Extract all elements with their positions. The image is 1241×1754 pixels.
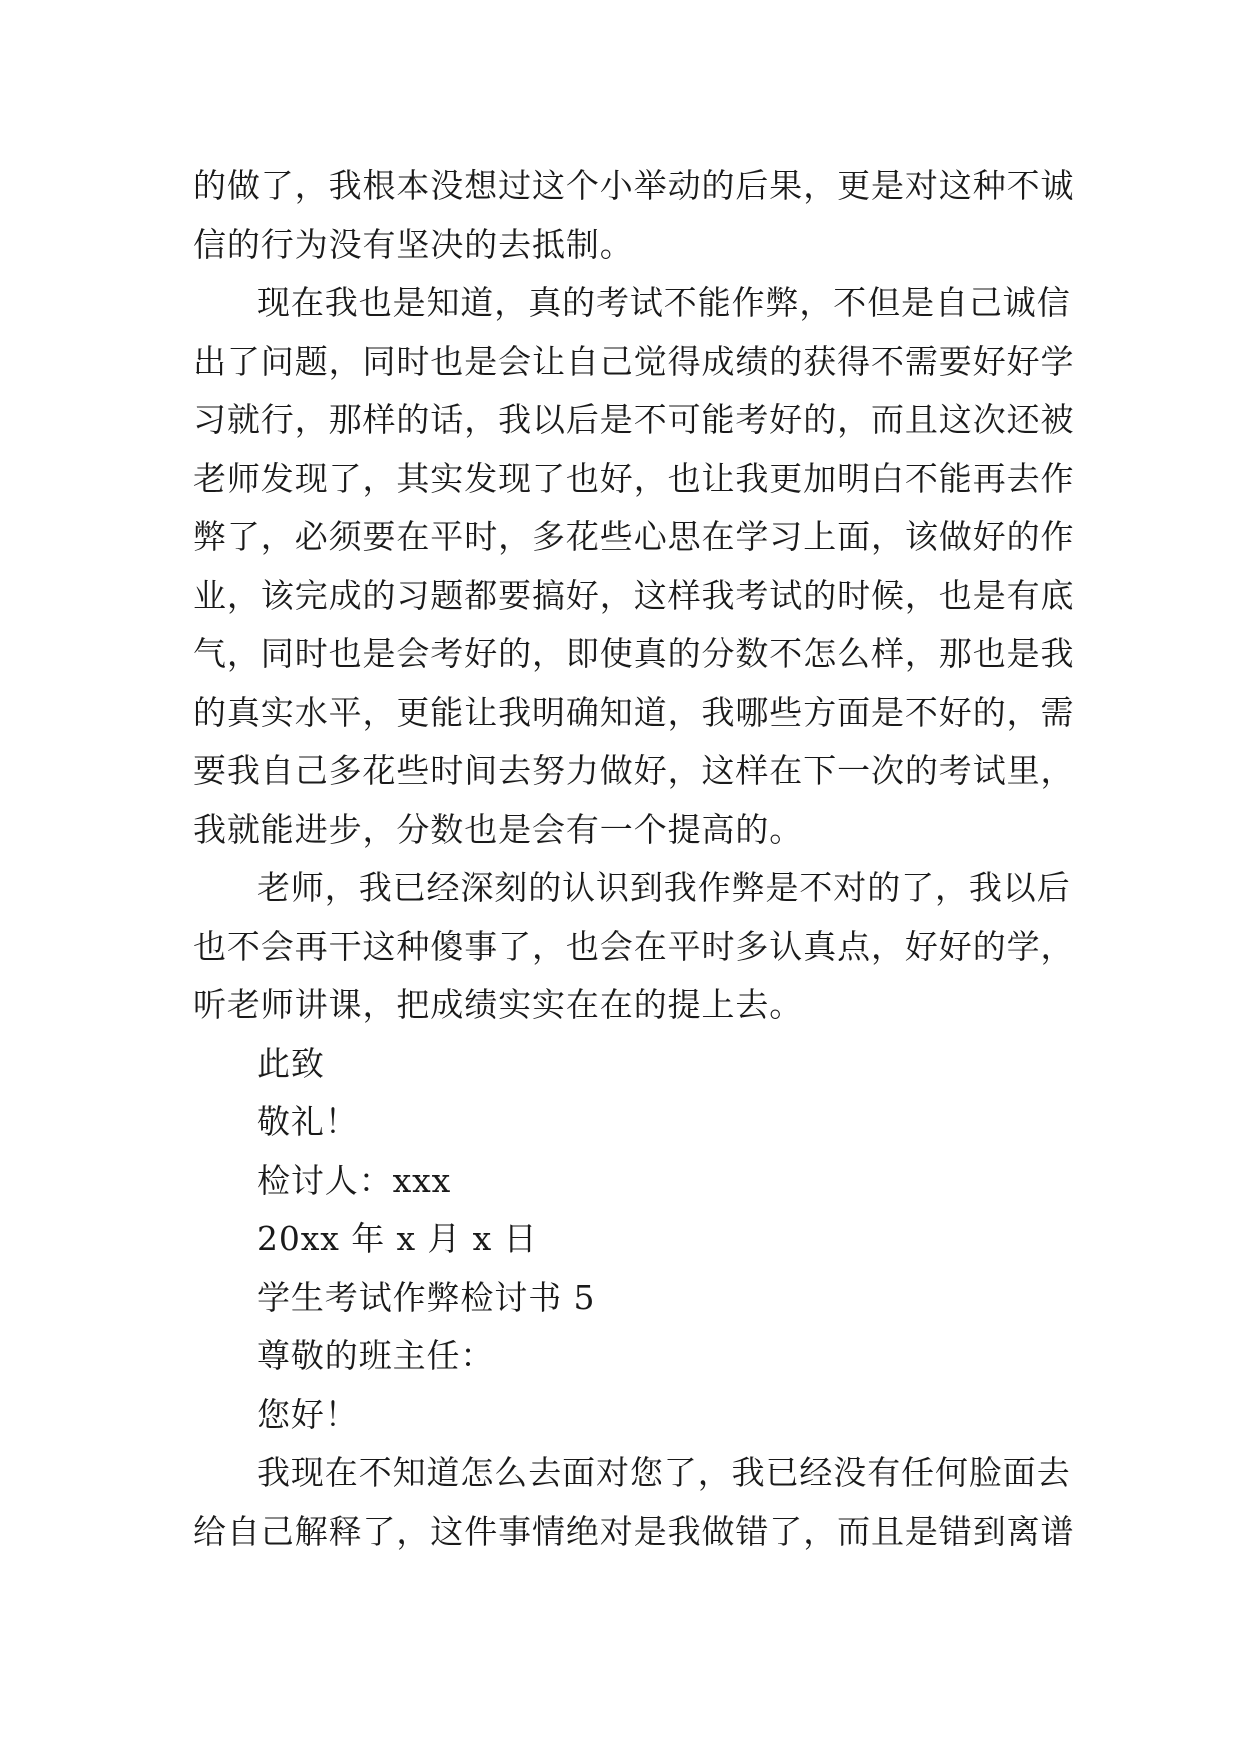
closing-regards: 敬礼！: [257, 1102, 359, 1141]
paragraph-line: 要我自己多花些时间去努力做好，这样在下一次的考试里，: [193, 751, 1075, 790]
paragraph-line: 老师，我已经深刻的认识到我作弊是不对的了，我以后: [257, 868, 1071, 907]
paragraph-line: 现在我也是知道，真的考试不能作弊，不但是自己诚信: [257, 283, 1071, 322]
document-body: [193, 157, 1075, 1561]
signature-date: 20xx 年 x 月 x 日: [257, 1219, 538, 1258]
paragraph-line: 我就能进步，分数也是会有一个提高的。: [193, 809, 804, 849]
paragraph-line: 气，同时也是会考好的，即使真的分数不怎么样，那也是我: [193, 634, 1075, 673]
paragraph-line: 的做了，我根本没想过这个小举动的后果，更是对这种不诚: [193, 166, 1075, 205]
paragraph-line: 老师发现了，其实发现了也好，也让我更加明白不能再去作: [193, 458, 1075, 498]
paragraph-line: 出了问题，同时也是会让自己觉得成绩的获得不需要好好学: [193, 341, 1075, 381]
section-title: 学生考试作弊检讨书 5: [257, 1277, 596, 1317]
paragraph-line: 也不会再干这种傻事了，也会在平时多认真点，好好的学，: [193, 926, 1075, 966]
signature-name: 检讨人：xxx: [257, 1160, 452, 1200]
paragraph-line: 习就行，那样的话，我以后是不可能考好的，而且这次还被: [193, 400, 1075, 439]
paragraph-line: 信的行为没有坚决的去抵制。: [193, 224, 634, 264]
closing-salutation: 此致: [257, 1043, 325, 1083]
paragraph-line: 弊了，必须要在平时，多花些心思在学习上面，该做好的作: [193, 517, 1075, 556]
paragraph-line: 给自己解释了，这件事情绝对是我做错了，而且是错到离谱: [193, 1511, 1075, 1551]
paragraph-line: 的真实水平，更能让我明确知道，我哪些方面是不好的，需: [193, 692, 1075, 732]
letter-addressee: 尊敬的班主任：: [257, 1336, 495, 1375]
letter-greeting: 您好！: [257, 1394, 359, 1434]
paragraph-line: 业，该完成的习题都要搞好，这样我考试的时候，也是有底: [193, 575, 1075, 615]
paragraph-line: 我现在不知道怎么去面对您了，我已经没有任何脸面去: [257, 1453, 1071, 1492]
paragraph-line: 听老师讲课，把成绩实实在在的提上去。: [193, 985, 804, 1024]
